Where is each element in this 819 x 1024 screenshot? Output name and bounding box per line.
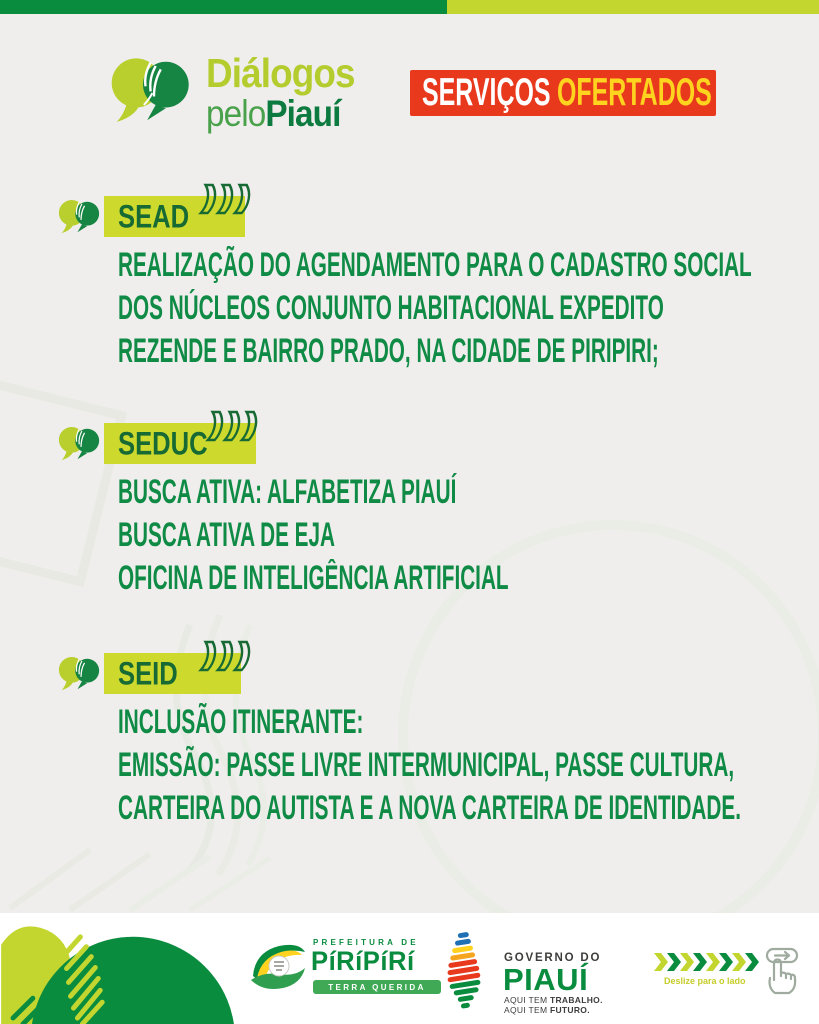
section-line: OFICINA DE INTELIGÊNCIA ARTIFICIAL (118, 559, 509, 597)
logo-title-pelo: pelo (206, 93, 266, 134)
logo-title-line1: Diálogos (206, 50, 355, 96)
prefeitura-tagline: TERRA QUERIDA (328, 982, 426, 992)
governo-tagline-2: AQUI TEM FUTURO. (504, 1005, 590, 1015)
top-bar-lime-segment (447, 0, 819, 14)
section-line: BUSCA ATIVA DE EJA (118, 516, 336, 554)
dialogue-bubbles-icon (58, 651, 104, 694)
top-bar-dark-green-segment (0, 0, 447, 14)
prefeitura-name: PíRíPíRí (311, 946, 415, 976)
section-sead (0, 196, 819, 386)
dialogue-bubbles-icon (58, 421, 104, 464)
section-line: CARTEIRA DO AUTISTA E A NOVA CARTEIRA DE IDENTIDADE. (118, 789, 741, 827)
dialogue-bubbles-icon (58, 194, 104, 237)
section-line: REZENDE E BAIRRO PRADO, NA CIDADE DE PIRIPIRI; (118, 332, 659, 370)
section-label: SEDUC (118, 425, 208, 461)
corner-decoration (0, 915, 250, 1024)
section-line: EMISSÃO: PASSE LIVRE INTERMUNICIPAL, PASSE CULTURA, (118, 746, 735, 784)
section-label: SEAD (118, 198, 190, 234)
badge-word-servicos: SERVIÇOS (422, 71, 551, 114)
section-line: INCLUSÃO ITINERANTE: (118, 703, 364, 741)
section-text (118, 244, 819, 373)
prefeitura-tagline-pill (313, 980, 441, 994)
section-label: SEID (118, 655, 178, 691)
section-text (118, 471, 758, 600)
governo-piaui-logo (440, 928, 620, 1020)
prefeitura-eyebrow: PREFEITURA DE (313, 938, 419, 947)
section-text (118, 701, 819, 830)
chevron-right-icon (198, 640, 258, 672)
chevron-right-icon (198, 183, 258, 215)
logo-title-piaui: Piauí (265, 93, 341, 134)
swipe-label: Deslize para o lado (664, 976, 746, 986)
badge-word-ofertados: OFERTADOS (556, 71, 712, 114)
background-watermark-stripes (0, 842, 310, 912)
piripiri-flag-icon (249, 936, 309, 994)
swipe-hand-icon (758, 946, 804, 998)
top-accent-bar (0, 0, 819, 14)
prefeitura-piripiri-logo (249, 934, 449, 1014)
section-line: BUSCA ATIVA: ALFABETIZA PIAUÍ (118, 473, 457, 511)
section-seid (0, 653, 819, 843)
logo-wordmark (206, 50, 371, 135)
swipe-indicator (652, 946, 812, 1004)
piaui-map-icon (440, 928, 500, 1020)
section-line: DOS NÚCLEOS CONJUNTO HABITACIONAL EXPEDITO (118, 289, 664, 327)
governo-eyebrow: GOVERNO DO (504, 952, 602, 964)
dialogos-pelo-piaui-logo-icon (110, 46, 198, 130)
title-badge (410, 70, 716, 116)
governo-name: PIAUÍ (503, 962, 589, 997)
governo-tagline-1: AQUI TEM TRABALHO. (504, 995, 603, 1005)
chevron-right-icon (205, 410, 265, 442)
section-line: REALIZAÇÃO DO AGENDAMENTO PARA O CADASTRO SOCIAL (118, 246, 752, 284)
swipe-chevrons (654, 952, 762, 972)
section-seduc (0, 423, 819, 613)
